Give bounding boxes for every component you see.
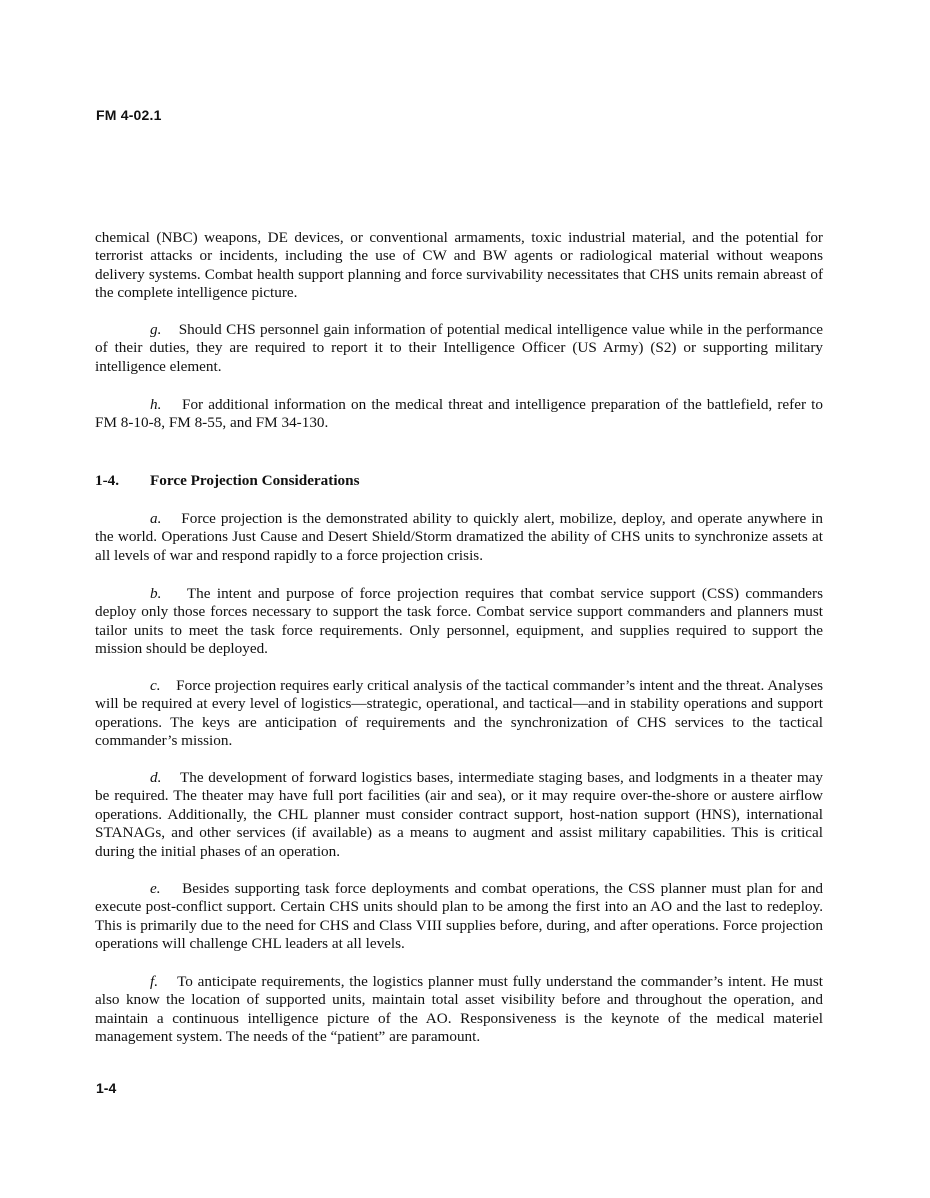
paragraph-h	[95, 396, 823, 433]
paragraph-letter: f.	[150, 973, 159, 990]
page-number: 1-4	[96, 1080, 117, 1096]
paragraph-g	[95, 321, 823, 376]
paragraph-letter: a.	[150, 510, 162, 527]
paragraph-text: For additional information on the medical threat and intelligence preparation of the battlefield, refer to FM 8-10-8, FM 8-55, and FM 34-130.	[95, 396, 823, 432]
paragraph-e	[95, 880, 823, 954]
section-number: 1-4.	[95, 472, 120, 489]
paragraph-text: Should CHS personnel gain information of potential medical intelligence value while in the performance of their duties, they are required to report it to their Intelligence Officer (US Army) (S2) or supporting military intelligence element.	[95, 321, 823, 375]
page-header-doc-id: FM 4-02.1	[96, 107, 162, 123]
continuation-paragraph	[95, 229, 823, 303]
paragraph-text: To anticipate requirements, the logistics planner must fully understand the commander’s intent. He must also know the location of supported units, maintain total asset visibility before and throughout the operation, and maintain a continuous intelligence picture of the AO. Responsiveness is the keynote of the medical materiel management system. The needs of the “patient” are paramount.	[95, 973, 824, 1046]
continuation-text: chemical (NBC) weapons, DE devices, or conventional armaments, toxic industrial material, and the potential for terrorist attacks or incidents, including the use of CW and BW agents or radiological material without weapons delivery systems. Combat health support planning and force survivability necessitates that CHS units remain abreast of the complete intelligence picture.	[95, 229, 823, 302]
paragraph-d	[95, 769, 823, 861]
paragraph-text: Force projection is the demonstrated ability to quickly alert, mobilize, deploy, and operate anywhere in the world. Operations Just Cause and Desert Shield/Storm dramatized the ability of CHS units to synchronize assets at all levels of war and respond rapidly to a force projection crisis.	[95, 510, 824, 564]
section-title: Force Projection Considerations	[150, 472, 360, 489]
paragraph-letter: h.	[150, 396, 162, 413]
paragraph-text: The development of forward logistics bases, intermediate staging bases, and lodgments in a theater may be required. The theater may have full port facilities (air and sea), or it may require over-the-shore or austere airflow operations. Additionally, the CHL planner must consider contract support, host-nation support (HNS), international STANAGs, and other services (if available) as a means to augment and assist military capabilities. This is critical during the initial phases of an operation.	[95, 769, 823, 860]
paragraph-letter: d.	[150, 769, 162, 786]
paragraph-a	[95, 510, 823, 565]
paragraph-text: The intent and purpose of force projection requires that combat service support (CSS) commanders deploy only those forces necessary to support the task force. Combat service support commanders and planners must tailor units to meet the task force requirements. Only personnel, equipment, and supplies required to support the mission should be deployed.	[95, 585, 823, 658]
paragraph-c	[95, 677, 823, 751]
paragraph-b	[95, 585, 823, 659]
paragraph-letter: b.	[150, 585, 162, 602]
section-heading	[95, 472, 360, 490]
paragraph-letter: e.	[150, 880, 161, 897]
paragraph-f	[95, 973, 823, 1047]
paragraph-letter: c.	[150, 677, 161, 694]
paragraph-letter: g.	[150, 321, 162, 338]
paragraph-text: Force projection requires early critical analysis of the tactical commander’s intent and the threat. Analyses will be required at every level of logistics—strategic, operational, and tactical—and in stability operations and support operations. The keys are anticipation of requirements and the synchronization of CHS services to the tactical commander’s mission.	[95, 677, 823, 750]
paragraph-text: Besides supporting task force deployments and combat operations, the CSS planner must plan for and execute post-conflict support. Certain CHS units should plan to be among the first into an AO and the last to redeploy. This is primarily due to the need for CHS and Class VIII supplies before, during, and after operations. Force projection operations will challenge CHL leaders at all levels.	[95, 880, 824, 953]
